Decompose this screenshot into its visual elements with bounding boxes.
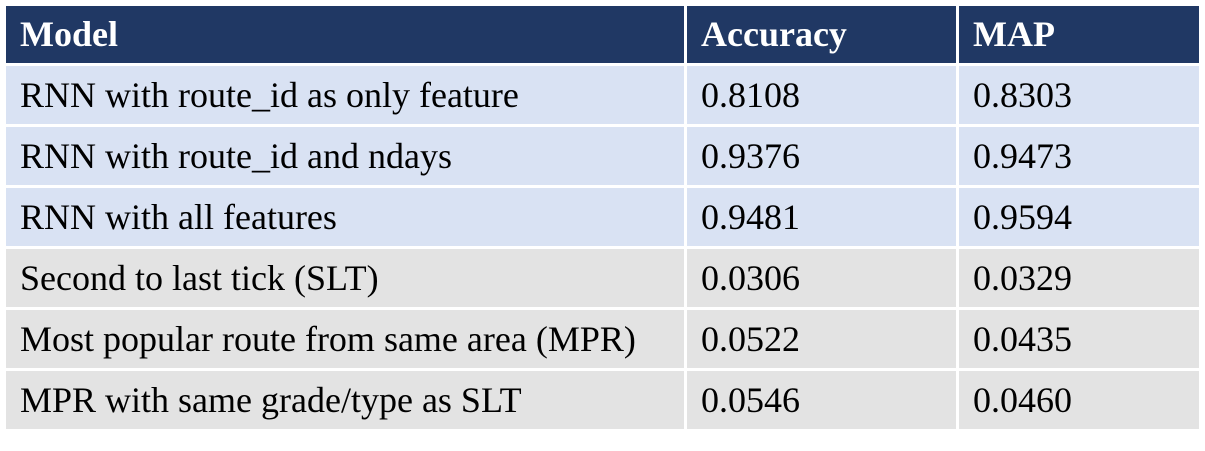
cell-model: MPR with same grade/type as SLT xyxy=(5,370,686,431)
cell-accuracy: 0.9376 xyxy=(686,126,958,187)
header-accuracy: Accuracy xyxy=(686,5,958,65)
cell-map: 0.0460 xyxy=(958,370,1201,431)
cell-model: RNN with route_id as only feature xyxy=(5,65,686,126)
cell-accuracy: 0.0306 xyxy=(686,248,958,309)
cell-model: Second to last tick (SLT) xyxy=(5,248,686,309)
cell-accuracy: 0.0546 xyxy=(686,370,958,431)
table-row xyxy=(5,248,1201,309)
cell-accuracy: 0.0522 xyxy=(686,309,958,370)
cell-model: RNN with route_id and ndays xyxy=(5,126,686,187)
cell-map: 0.9473 xyxy=(958,126,1201,187)
cell-model: Most popular route from same area (MPR) xyxy=(5,309,686,370)
cell-model: RNN with all features xyxy=(5,187,686,248)
cell-map: 0.0435 xyxy=(958,309,1201,370)
header-row xyxy=(5,5,1201,65)
cell-accuracy: 0.9481 xyxy=(686,187,958,248)
table-row xyxy=(5,370,1201,431)
results-table-container xyxy=(3,3,1199,432)
header-model: Model xyxy=(5,5,686,65)
table-row xyxy=(5,187,1201,248)
cell-accuracy: 0.8108 xyxy=(686,65,958,126)
table-header xyxy=(5,5,1201,65)
results-table xyxy=(3,3,1202,432)
table-body xyxy=(5,65,1201,431)
cell-map: 0.9594 xyxy=(958,187,1201,248)
table-row xyxy=(5,126,1201,187)
cell-map: 0.0329 xyxy=(958,248,1201,309)
table-row xyxy=(5,309,1201,370)
cell-map: 0.8303 xyxy=(958,65,1201,126)
table-row xyxy=(5,65,1201,126)
header-map: MAP xyxy=(958,5,1201,65)
